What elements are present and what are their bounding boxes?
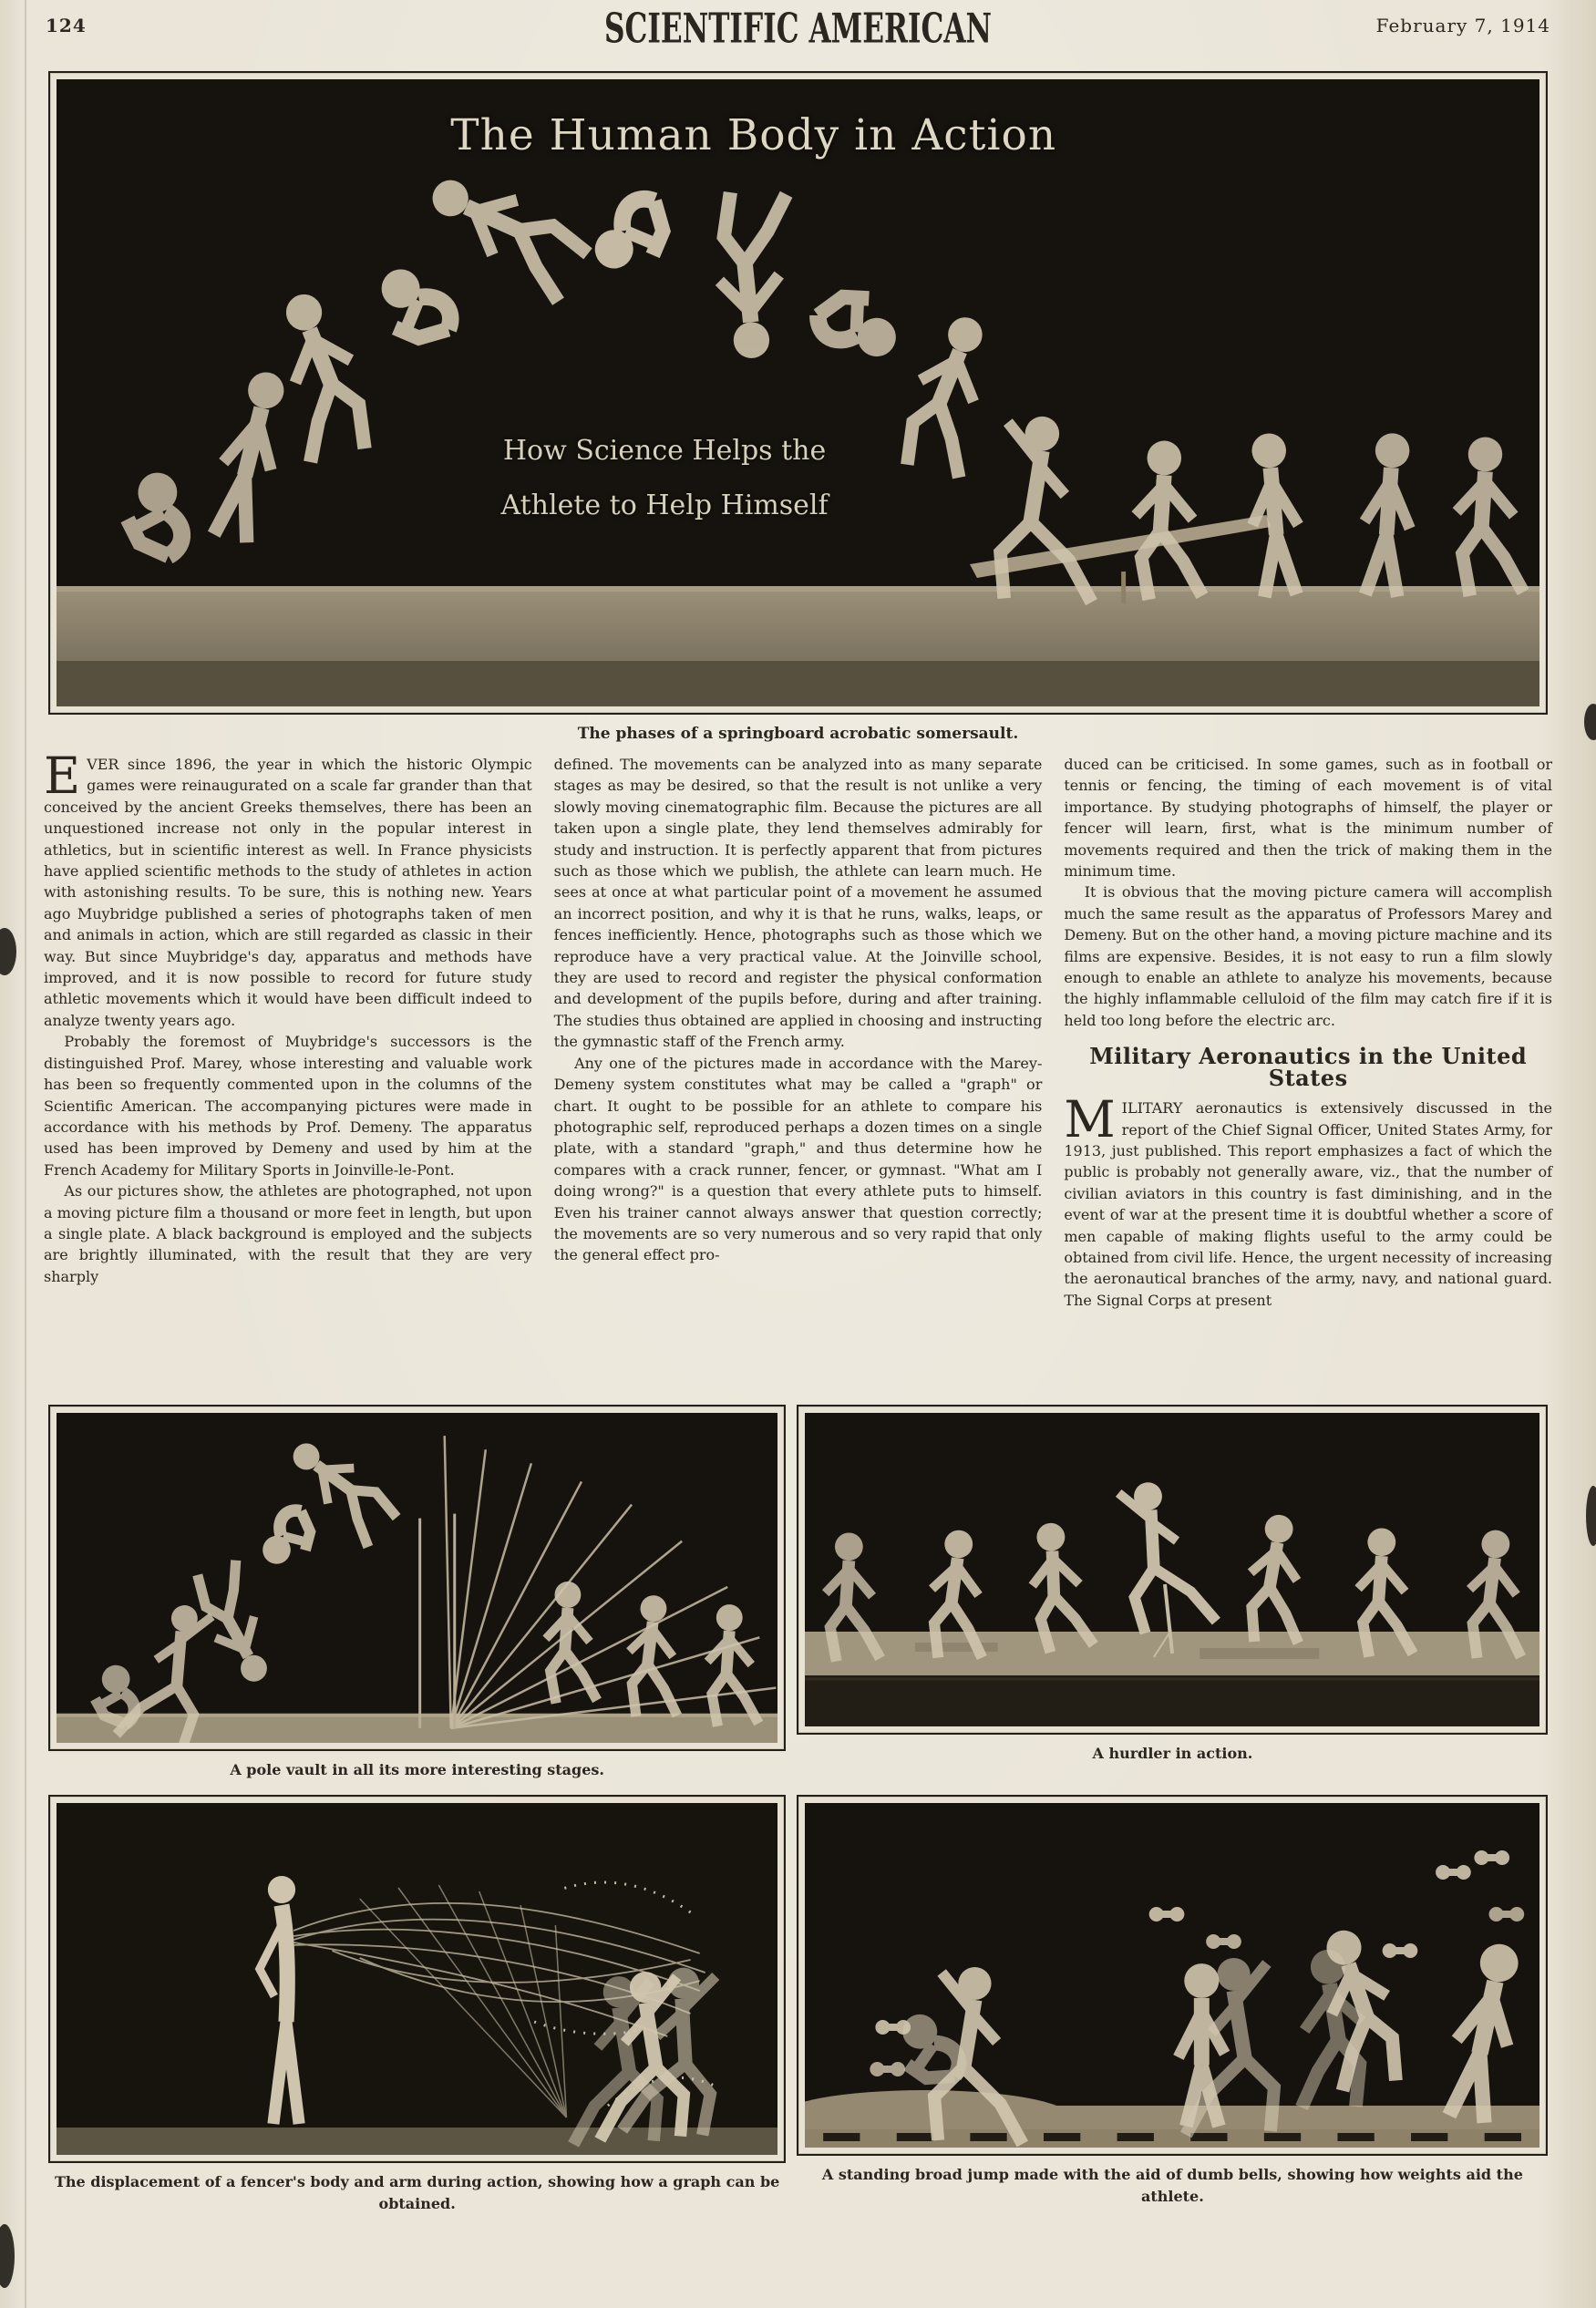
article-subtitle xyxy=(250,424,1080,533)
broad-jump-photo xyxy=(805,1803,1539,2148)
issue-date: February 7, 1914 xyxy=(1375,15,1550,36)
column-1 xyxy=(44,747,532,1394)
hero-photo-illustration xyxy=(57,79,1539,706)
page-number: 124 xyxy=(46,15,87,36)
drop-cap: M xyxy=(1064,1090,1116,1149)
paragraph xyxy=(44,747,532,1031)
paragraph: Probably the foremost of Muybridge's successors is the distinguished Prof. Marey, whose interesting and valuable work has been so frequently commented upon in the columns of the Scientific American. The accompanying pictures were made in accordance with his methods by Prof. Demeny. The apparatus used has been improved by Demeny and used by him at the French Academy for Military Sports in Joinville-le-Pont. xyxy=(44,1033,532,1179)
broad-jump-caption: A standing broad jump made with the aid of dumb bells, showing how weights aid the athlete. xyxy=(821,2166,1523,2205)
subtitle-line-1: How Science Helps the xyxy=(502,435,827,467)
ink-smudge xyxy=(0,928,16,975)
hurdler-photo xyxy=(805,1413,1539,1726)
pole-vault-illustration xyxy=(57,1413,777,1743)
hurdler-illustration xyxy=(805,1413,1539,1726)
figure-grid xyxy=(48,1405,1548,2219)
page-header xyxy=(0,0,1596,53)
pole-vault-photo xyxy=(57,1413,777,1743)
subtitle-line-2: Athlete to Help Himself xyxy=(500,489,829,521)
fencer-figure xyxy=(48,1795,786,2219)
hurdler-frame xyxy=(797,1405,1548,1735)
hurdler-figure xyxy=(797,1405,1548,1782)
paper-fold-line xyxy=(25,0,26,2308)
paragraph: As our pictures show, the athletes are photographed, not upon a moving picture film a thousand or more feet in length, but upon a single plate. A black background is employed and the subjects are brightly illuminated, with the result that they are very sharply xyxy=(44,1182,532,1285)
column-3 xyxy=(1064,754,1552,1394)
broad-jump-illustration xyxy=(805,1803,1539,2148)
paragraph-text: ILITARY aeronautics is extensively discussed in the report of the Chief Signal Officer, United States Army, for 1913, just published. This report emphasizes a fact of which the public is probably not generally aware, viz., that the number of civilian aviators in this country is fast diminishing, and in the event of war at the present time it is doubtful whether a score of men capable of making flights useful to the army could be obtained from civil life. Hence, the urgent necessity of increasing the aeronautical branches of the army, navy, and national guard. The Signal Corps at present xyxy=(1064,1099,1553,1309)
paragraph xyxy=(1064,1090,1553,1311)
hero-caption: The phases of a springboard acrobatic somersault. xyxy=(577,725,1019,743)
paragraph: defined. The movements can be analyzed into as many separate stages as may be desired, so that the result is not unlike a very slowly moving cinematographic film. Because the pictures are all taken upon a single plate, they lend themselves admirably for study and instruction. It is perfectly apparent that from pictures such as those which we publish, the athlete can learn much. He sees at once at what particular point of a movement he assumed an incorrect position, and why it is that he runs, walks, leaps, or fences inefficiently. Hence, photographs such as those which we reproduce have a very practical value. At the Joinville school, they are used to record and register the physical conformation and development of the pupils before, during and after training. The studies thus obtained are applied in choosing and instructing the gymnastic staff of the French army. xyxy=(553,756,1043,1051)
paragraph: It is obvious that the moving picture camera will accomplish much the same result as the apparatus of Professors Marey and Demeny. But on the other hand, a moving picture machine and its films are expensive. Besides, it is not easy to run a film slowly enough to enable an athlete to analyze his movements, because the highly inflammable celluloid of the film may catch fire if it is held too long before the electric arc. xyxy=(1064,883,1553,1029)
hero-photo-frame xyxy=(48,71,1548,715)
fencer-illustration xyxy=(57,1803,777,2155)
hero-figure xyxy=(48,71,1548,747)
paragraph: Any one of the pictures made in accordance with the Marey-Demeny system constitutes what may be called a "graph" or chart. It ought to be possible for an athlete to compare his photographic self, reproduced perhaps a dozen times on a single plate, with a standard "graph," and thus determine how he compares with a crack runner, fencer, or gymnast. "What am I doing wrong?" is a question that every athlete puts to himself. Even his trainer cannot always answer that question correctly; the movements are so very numerous and so very rapid that only the general effect pro- xyxy=(553,1054,1043,1264)
paragraph-text: VER since 1896, the year in which the historic Olympic games were reinaugurated on a scale far grander than that conceived by the ancient Greeks themselves, there has been an unquestioned increase not only in the popular interest in athletics, but in scientific interest as well. In France physicists have applied scientific methods to the study of athletes in action with astonishing results. To be sure, this is nothing new. Years ago Muybridge published a series of photographs taken of men and animals in action, which are still regarded as classic in their way. But since Muybridge's day, apparatus and methods have improved, and it is now possible to record for future study athletic movements which it would have been difficult indeed to analyze twenty years ago. xyxy=(44,756,532,1029)
hurdler-caption: A hurdler in action. xyxy=(1092,1745,1253,1762)
broad-jump-figure xyxy=(797,1795,1548,2219)
ink-smudge xyxy=(1586,1486,1596,1546)
pole-vault-frame xyxy=(48,1405,786,1751)
ink-smudge xyxy=(0,2224,15,2288)
pole-vault-figure xyxy=(48,1405,786,1782)
masthead-text: SCIENTIFIC AMERICAN xyxy=(603,5,993,53)
section-heading: Military Aeronautics in the United States xyxy=(1089,1043,1528,1091)
drop-cap: E xyxy=(44,747,81,805)
article-body xyxy=(44,747,1553,1394)
fencer-caption: The displacement of a fencer's body and arm during action, showing how a graph can be obtained. xyxy=(55,2173,780,2212)
paragraph: duced can be criticised. In some games, such as in football or tennis or fencing, the timing of each movement is of vital importance. By studying photographs of himself, the player or fencer will learn, first, what is the minimum number of movements required and then the trick of making them in the minimum time. xyxy=(1064,756,1553,881)
article-title: The Human Body in Action xyxy=(450,110,1057,160)
hero-photo xyxy=(57,79,1539,706)
fencer-photo xyxy=(57,1803,777,2155)
fencer-frame xyxy=(48,1795,786,2163)
broad-jump-frame xyxy=(797,1795,1548,2156)
ink-smudge xyxy=(1584,704,1596,740)
pole-vault-caption: A pole vault in all its more interesting stages. xyxy=(230,1761,604,1778)
column-2 xyxy=(554,754,1043,1394)
masthead xyxy=(0,5,1596,53)
